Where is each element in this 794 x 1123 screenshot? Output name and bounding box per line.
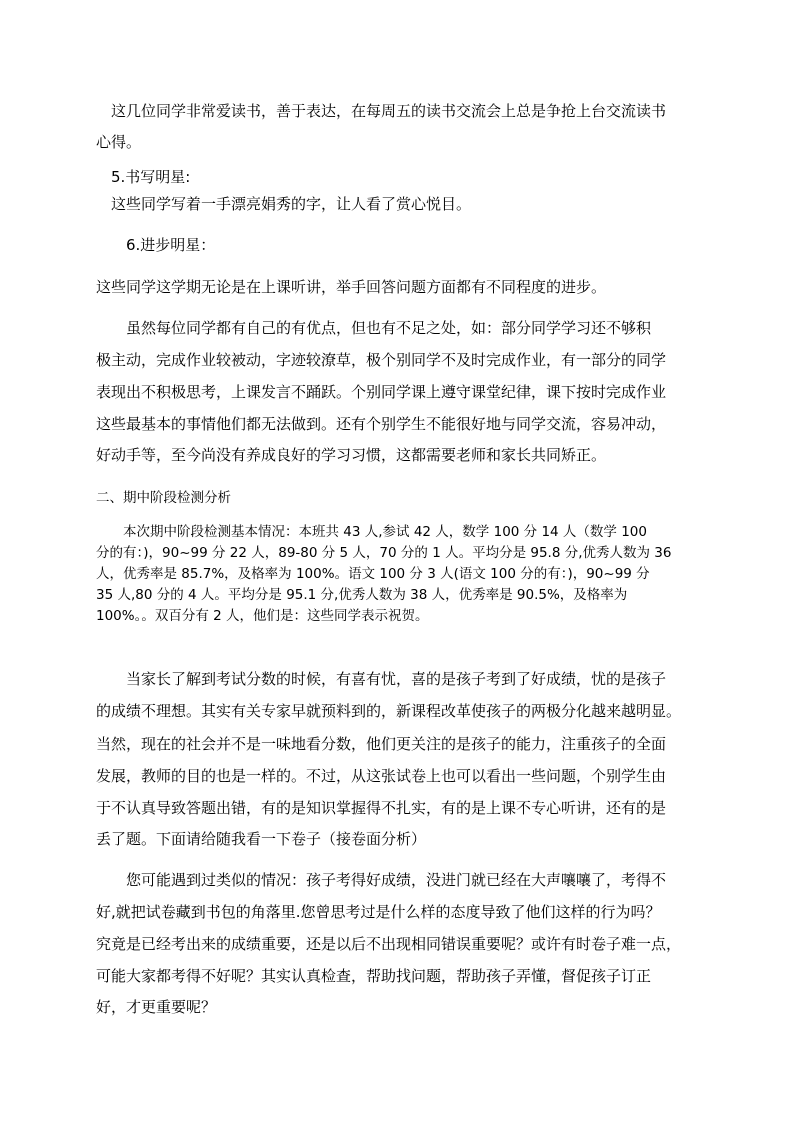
text-line: 当然，现在的社会并不是一味地看分数，他们更关注的是孩子的能力，注重孩子的全面 — [96, 735, 667, 753]
heading-writing-star: 5.书写明星: — [96, 168, 191, 186]
text-line: 您可能遇到过类似的情况：孩子考得好成绩，没进门就已经在大声嚷嚷了，考得不 — [96, 871, 667, 889]
text-line: 表现出不积极思考，上课发言不踊跃。个别同学课上遵守课堂纪律，课下按时完成作业 — [96, 383, 667, 401]
text-line: 100%。。双百分有 2 人，他们是：这些同学表示祝贺。 — [96, 608, 429, 624]
text-line: 于不认真导致答题出错，有的是知识掌握得不扎实，有的是上课不专心听讲，还有的是 — [96, 799, 667, 817]
text-line: 丢了题。下面请给随我看一下卷子（接卷面分析） — [96, 830, 427, 848]
text-line: 35 人,80 分的 4 人。平均分是 95.1 分,优秀人数为 38 人，优秀率是 90.5%，及格率为 — [96, 587, 628, 603]
text-line: 究竟是已经考出来的成绩重要，还是以后不出现相同错误重要呢？或许有时卷子难一点， — [96, 935, 682, 953]
text-line: 的成绩不理想。其实有关专家早就预料到的，新课程改革使孩子的两极分化越来越明显。 — [96, 702, 682, 720]
text-line: 好，才更重要呢？ — [96, 998, 217, 1016]
heading-progress-star: 6.进步明星： — [96, 236, 216, 254]
text-line: 好,就把试卷藏到书包的角落里.您曾思考过是什么样的态度导致了他们这样的行为吗？ — [96, 903, 661, 921]
text-line: 这些最基本的事情他们都无法做到。还有个别学生不能很好地与同学交流，容易冲动， — [96, 415, 667, 433]
text-line: 虽然每位同学都有自己的有优点，但也有不足之处，如：部分同学学习还不够积 — [96, 319, 652, 337]
text-line: 极主动，完成作业较被动，字迹较潦草，极个别同学不及时完成作业，有一部分的同学 — [96, 351, 667, 369]
text-line: 这几位同学非常爱读书，善于表达，在每周五的读书交流会上总是争抢上台交流读书 — [96, 102, 667, 120]
text-line: 好动手等，至今尚没有养成良好的学习习惯，这都需要老师和家长共同矫正。 — [96, 446, 607, 464]
text-line: 这些同学这学期无论是在上课听讲，举手回答问题方面都有不同程度的进步。 — [96, 278, 607, 296]
text-line: 分的有：)，90~99 分 22 人，89-80 分 5 人，70 分的 1 人。平均分是 95.8 分,优秀人数为 36 — [96, 545, 672, 561]
text-line: 人，优秀率是 85.7%，及格率为 100%。语文 100 分 3 人(语文 100 分的有：)，90~99 分 — [96, 566, 650, 582]
text-line: 可能大家都考得不好呢？其实认真检查，帮助找问题，帮助孩子弄懂，督促孩子订正 — [96, 967, 652, 985]
text-line: 本次期中阶段检测基本情况：本班共 43 人,参试 42 人，数学 100 分 14 人（数学 100 — [96, 524, 647, 540]
text-line: 这些同学写着一手漂亮娟秀的字，让人看了赏心悦目。 — [96, 195, 472, 213]
text-line: 发展，教师的目的也是一样的。不过，从这张试卷上也可以看出一些问题，个别学生由 — [96, 767, 667, 785]
text-line: 当家长了解到考试分数的时候，有喜有忧，喜的是孩子考到了好成绩，忧的是孩子 — [96, 670, 667, 688]
text-line: 心得。 — [96, 133, 142, 151]
section-heading: 二、期中阶段检测分析 — [96, 490, 231, 506]
